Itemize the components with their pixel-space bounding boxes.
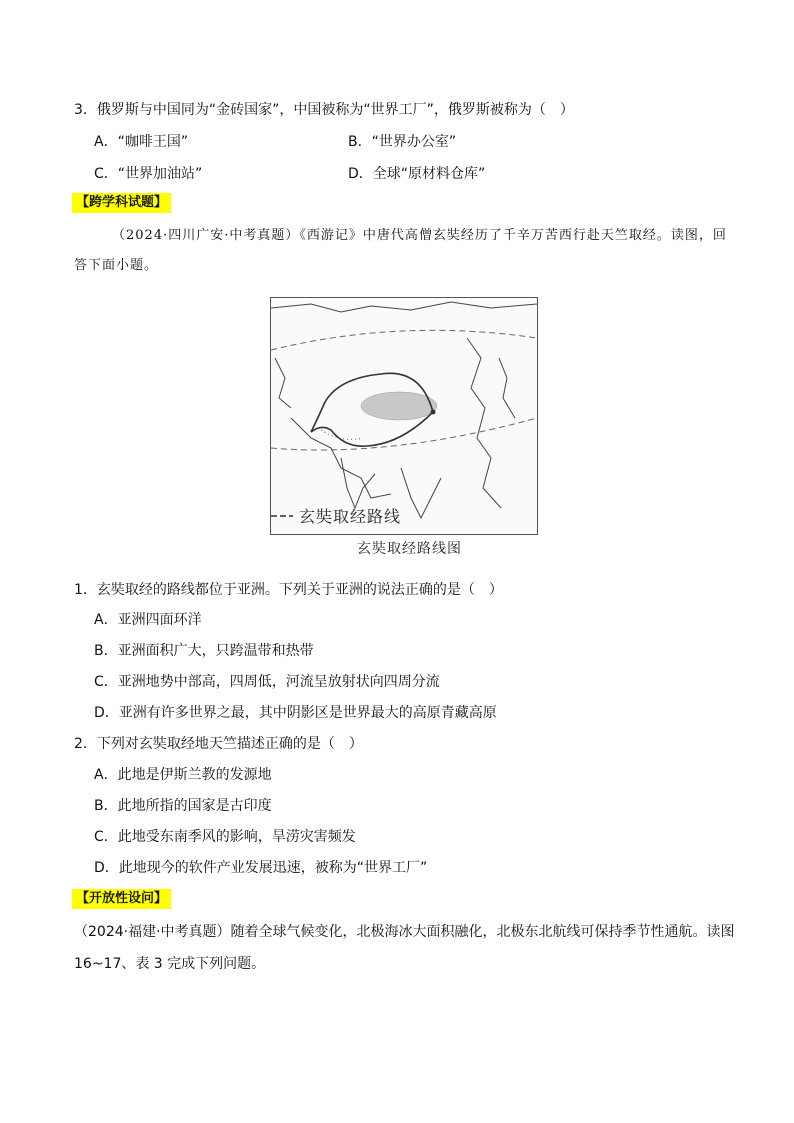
question-2-option-a: A．此地是伊斯兰教的发源地 bbox=[94, 767, 272, 783]
question-1-option-c: C．亚洲地势中部高，四周低，河流呈放射状向四周分流 bbox=[94, 674, 440, 690]
section2-intro-line-2: 16~17、表 3 完成下列问题。 bbox=[74, 956, 266, 972]
qinghai-tibet-plateau-shade bbox=[361, 392, 437, 420]
question-1-option-d: D．亚洲有许多世界之最，其中阴影区是世界最大的高原青藏高原 bbox=[94, 705, 497, 721]
xuanzang-route-map bbox=[270, 297, 538, 535]
coastline bbox=[499, 358, 515, 418]
coastline bbox=[271, 302, 537, 312]
question-3-option-d: D．全球“原材料仓库” bbox=[348, 166, 486, 182]
dotted-region bbox=[321, 430, 363, 439]
section-tag-open-ended: 【开放性设问】 bbox=[72, 889, 171, 909]
section-intro-line-2: 答下面小题。 bbox=[74, 258, 159, 273]
section-intro-line-1: （2024·四川广安·中考真题）《西游记》中唐代高僧玄奘经历了千辛万苦西行赴天竺取经。读图，回 bbox=[112, 228, 727, 243]
coastline bbox=[401, 468, 441, 518]
question-2-option-c: C．此地受东南季风的影响，旱涝灾害频发 bbox=[94, 829, 356, 845]
question-3-stem: 3．俄罗斯与中国同为“金砖国家”，中国被称为“世界工厂”，俄罗斯被称为（ ） bbox=[74, 102, 574, 118]
question-1-option-b: B．亚洲面积广大，只跨温带和热带 bbox=[94, 643, 314, 659]
question-3-option-c: C．“世界加油站” bbox=[94, 166, 203, 182]
latitude-line bbox=[271, 330, 537, 350]
map-caption: 玄奘取经路线图 bbox=[357, 541, 462, 557]
question-3-option-a: A．“咖啡王国” bbox=[94, 134, 189, 150]
route-start-point bbox=[431, 410, 436, 415]
map-legend-label: 玄奘取经路线 bbox=[299, 507, 402, 526]
question-3-option-b: B．“世界办公室” bbox=[348, 134, 457, 150]
question-2-option-d: D．此地现今的软件产业发展迅速，被称为“世界工厂” bbox=[94, 860, 428, 876]
question-2-option-b: B．此地所指的国家是古印度 bbox=[94, 798, 272, 814]
question-2-stem: 2．下列对玄奘取经地天竺描述正确的是（ ） bbox=[74, 736, 363, 752]
coastline bbox=[341, 458, 375, 508]
question-1-stem: 1．玄奘取经的路线都位于亚洲。下列关于亚洲的说法正确的是（ ） bbox=[74, 582, 503, 598]
coastline bbox=[467, 338, 501, 508]
section-tag-interdisciplinary: 【跨学科试题】 bbox=[72, 193, 171, 213]
question-1-option-a: A．亚洲四面环洋 bbox=[94, 612, 202, 628]
coastline bbox=[275, 358, 291, 408]
map-graphic bbox=[271, 298, 537, 534]
section2-intro-line-1: （2024·福建·中考真题）随着全球气候变化，北极海冰大面积融化，北极东北航线可保持季节性通航。读图 bbox=[74, 924, 735, 940]
